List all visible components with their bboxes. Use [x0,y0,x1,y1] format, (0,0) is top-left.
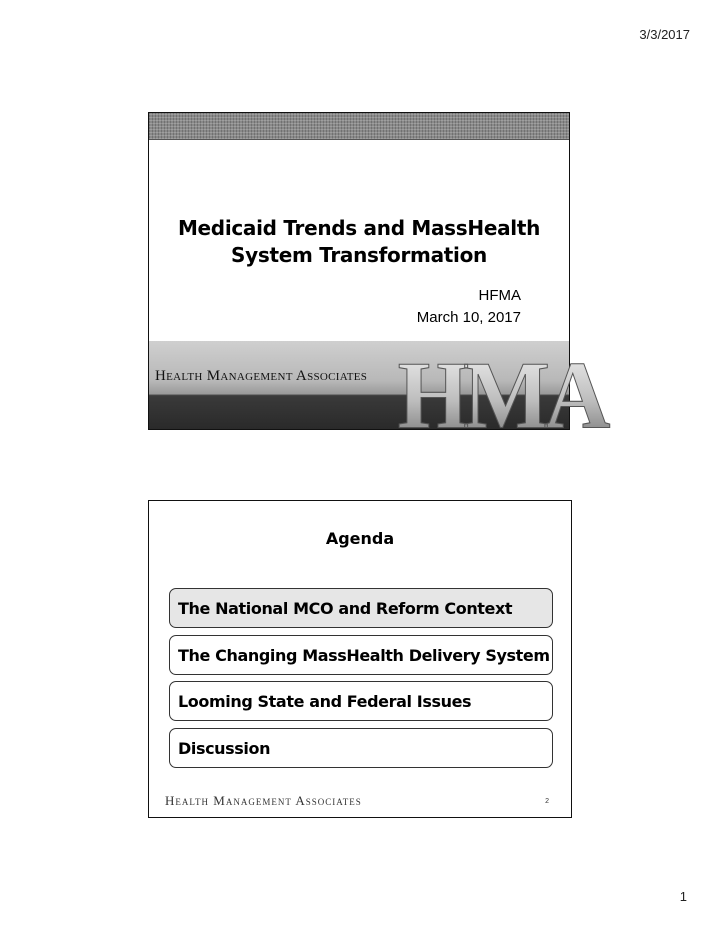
slide-header-band [149,113,569,140]
slide-title-line-1: Medicaid Trends and MassHealth [177,216,541,240]
org-name: Health Management Associates [155,368,368,384]
agenda-heading: Agenda [325,529,395,548]
slide-subtitle [417,285,521,329]
title-slide [148,112,605,449]
agenda-item-masshealth-delivery: The Changing MassHealth Delivery System [169,635,553,675]
hma-logo-icon [397,337,605,449]
page-date: 3/3/2017 [639,27,690,42]
agenda-item-state-federal-issues: Looming State and Federal Issues [169,681,553,721]
hma-logo-text: HMA [397,342,605,449]
agenda-item-national-mco: The National MCO and Reform Context [169,588,553,628]
page-number: 1 [679,889,687,904]
slide-number: 2 [545,798,549,805]
slide-footer-band [149,341,605,449]
agenda-slide [148,500,572,818]
agenda-item-discussion: Discussion [169,728,553,768]
event-name: HFMA [478,287,521,304]
footer-org-name: Health Management Associates [165,793,362,808]
presentation-date: March 10, 2017 [416,309,521,326]
slide-title [149,215,569,269]
slide-title-line-2: System Transformation [231,243,487,267]
